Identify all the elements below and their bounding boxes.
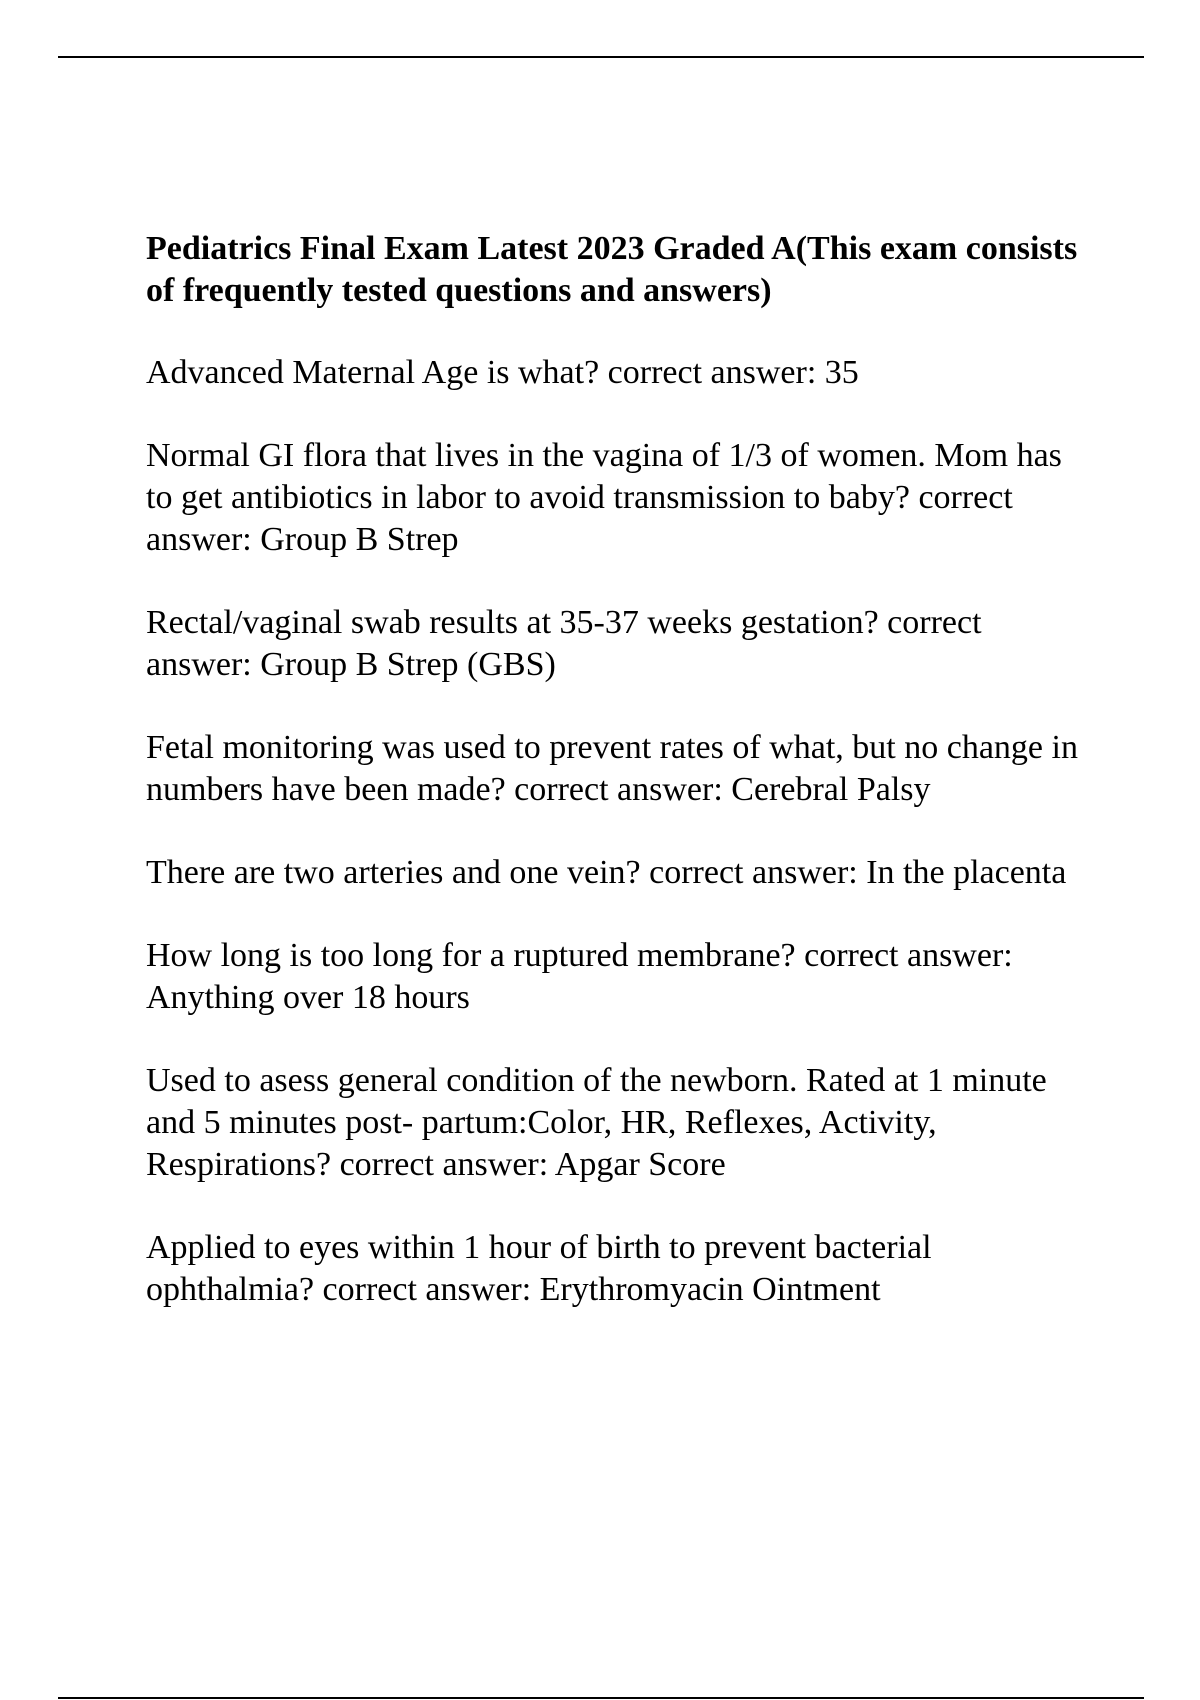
qa-item: There are two arteries and one vein? correct answer: In the placenta [146,854,1067,891]
document-title: Pediatrics Final Exam Latest 2023 Graded A(This exam consists of frequently tested questions and answers) [146,230,1078,309]
bottom-divider [58,1697,1144,1699]
qa-item: Normal GI flora that lives in the vagina of 1/3 of women. Mom has to get antibiotics in labor to avoid transmission to baby? correct answer: Group B Strep [146,437,1062,558]
qa-item: Fetal monitoring was used to prevent rates of what, but no change in numbers have been made? correct answer: Cerebral Palsy [146,729,1078,808]
document-body [146,228,1086,1352]
qa-item: Advanced Maternal Age is what? correct answer: 35 [146,354,859,391]
qa-item: How long is too long for a ruptured membrane? correct answer: Anything over 18 hours [146,937,1013,1016]
qa-item: Applied to eyes within 1 hour of birth to prevent bacterial ophthalmia? correct answer: Erythromyacin Ointment [146,1229,932,1308]
top-divider [58,56,1144,58]
qa-item: Used to asess general condition of the newborn. Rated at 1 minute and 5 minutes post- partum:Color, HR, Reflexes, Activity, Respirations? correct answer: Apgar Score [146,1062,1047,1183]
qa-item: Rectal/vaginal swab results at 35-37 weeks gestation? correct answer: Group B Strep (GBS) [146,604,982,683]
